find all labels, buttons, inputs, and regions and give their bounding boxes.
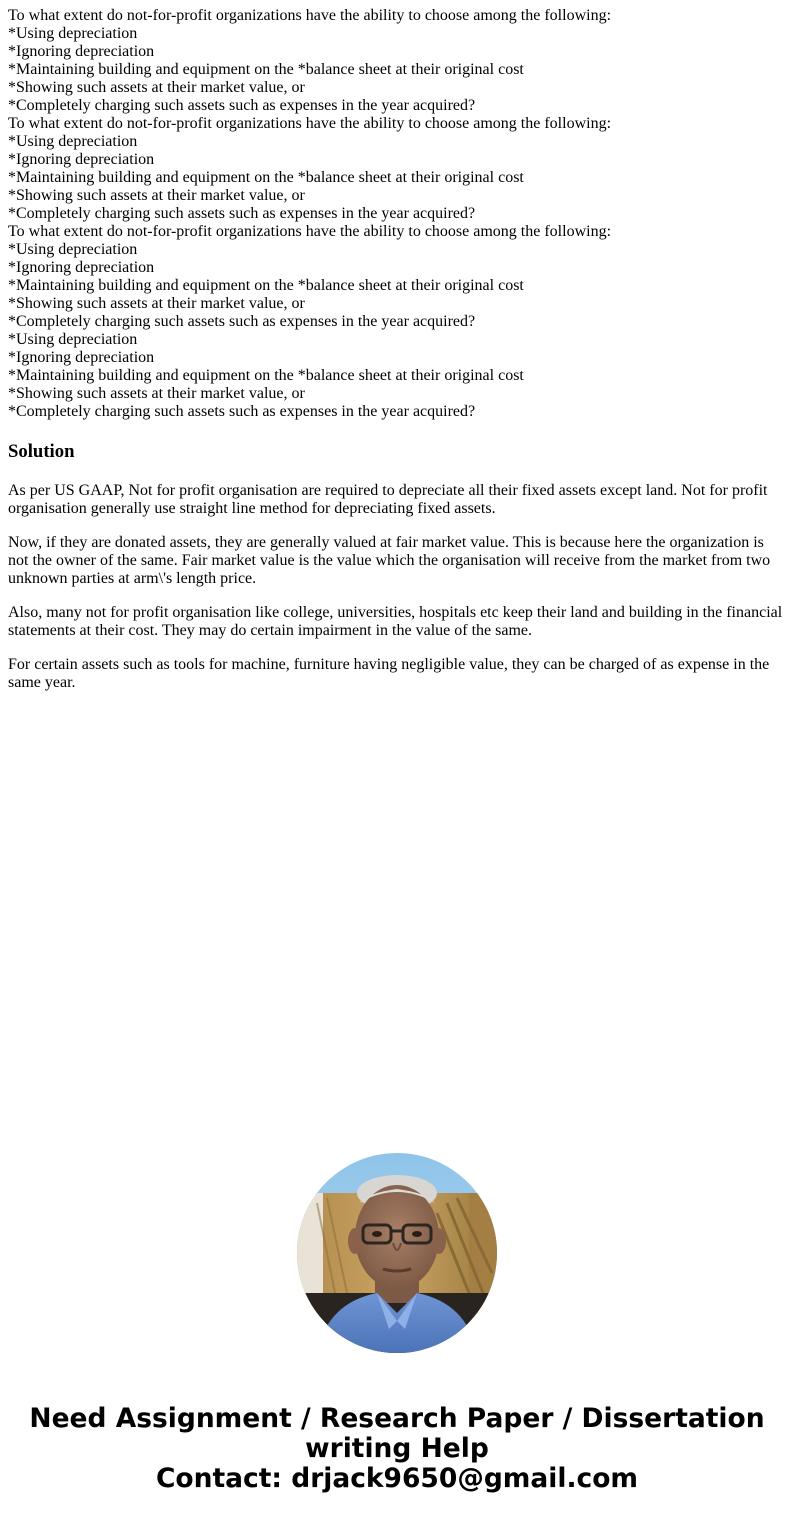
question-line: *Maintaining building and equipment on the *balance sheet at their original cost — [8, 367, 524, 384]
answer-paragraph: Now, if they are donated assets, they are generally valued at fair market value. This is because here the organization is not the owner of the same. Fair market value is the value which the organisation will receive from the market from two unknown parties at arm\'s length price. — [8, 534, 771, 587]
question-line: *Ignoring depreciation — [8, 151, 155, 168]
solution-heading: Solution — [8, 441, 75, 462]
answer-paragraph: As per US GAAP, Not for profit organisation are required to depreciate all their fixed assets except land. Not for profit organisation generally use straight line method for depreciating fixed assets. — [8, 482, 768, 517]
promo-contact: Contact: drjack9650@gmail.com — [155, 1463, 639, 1494]
question-line: *Using depreciation — [8, 133, 138, 150]
question-line: To what extent do not-for-profit organizations have the ability to choose among the following: — [8, 223, 612, 240]
question-line: *Showing such assets at their market value, or — [8, 79, 305, 96]
question-line: *Using depreciation — [8, 25, 138, 42]
question-line: *Ignoring depreciation — [8, 259, 155, 276]
author-avatar — [297, 1153, 497, 1353]
question-line: *Maintaining building and equipment on the *balance sheet at their original cost — [8, 277, 524, 294]
question-line: *Completely charging such assets such as expenses in the year acquired? — [8, 313, 476, 330]
promo-banner — [0, 1404, 794, 1494]
person-photo-icon — [297, 1153, 497, 1353]
answer-paragraph: For certain assets such as tools for machine, furniture having negligible value, they can be charged of as expense in the same year. — [8, 656, 770, 691]
question-line: *Using depreciation — [8, 241, 138, 258]
promo-line: writing Help — [305, 1433, 489, 1464]
question-line: *Completely charging such assets such as expenses in the year acquired? — [8, 205, 476, 222]
question-line: To what extent do not-for-profit organizations have the ability to choose among the following: — [8, 7, 612, 24]
question-line: *Showing such assets at their market value, or — [8, 187, 305, 204]
question-line: *Showing such assets at their market value, or — [8, 385, 305, 402]
question-line: *Maintaining building and equipment on the *balance sheet at their original cost — [8, 61, 524, 78]
promo-line: Need Assignment / Research Paper / Dissertation — [29, 1403, 765, 1434]
answer-paragraph: Also, many not for profit organisation like college, universities, hospitals etc keep their land and building in the financial statements at their cost. They may do certain impairment in the value of the same. — [8, 604, 783, 639]
question-line: *Using depreciation — [8, 331, 138, 348]
question-text — [8, 7, 786, 421]
question-line: *Maintaining building and equipment on the *balance sheet at their original cost — [8, 169, 524, 186]
document-content — [8, 7, 786, 692]
question-line: *Ignoring depreciation — [8, 349, 155, 366]
question-line: To what extent do not-for-profit organizations have the ability to choose among the following: — [8, 115, 612, 132]
question-line: *Completely charging such assets such as expenses in the year acquired? — [8, 97, 476, 114]
question-line: *Completely charging such assets such as expenses in the year acquired? — [8, 403, 476, 420]
question-line: *Showing such assets at their market value, or — [8, 295, 305, 312]
question-line: *Ignoring depreciation — [8, 43, 155, 60]
